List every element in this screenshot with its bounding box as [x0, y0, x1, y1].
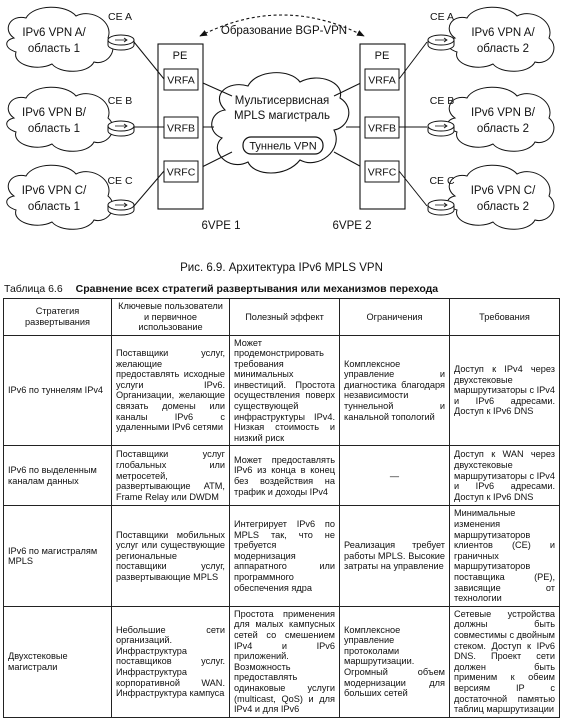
- right-cloud-b-line2: область 2: [476, 123, 530, 135]
- table-cell: Может предоставлять IPv6 из конца в конец без воздействия на трафик и доходы IPv4: [230, 446, 340, 506]
- right-cloud-c-line2: область 2: [476, 201, 530, 213]
- backbone-label-2: MPLS магистраль: [234, 110, 330, 122]
- tunnel-label: Туннель VPN: [249, 140, 317, 153]
- left-cloud-a-line1: IPv6 VPN A/: [22, 27, 86, 39]
- table-cell: IPv6 по туннелям IPv4: [4, 335, 112, 446]
- left-cloud-a: [7, 7, 113, 71]
- header-requirements: Требования: [450, 299, 560, 336]
- vrfb-left-label: VRFB: [166, 122, 196, 135]
- table-cell: —: [340, 446, 450, 506]
- pe-right-label: PE: [374, 50, 390, 62]
- table-cell: Поставщики услуг глобальных или метросетей, развертывающие ATM, Frame Relay или DWDM: [112, 446, 230, 506]
- left-cloud-c-line2: область 1: [27, 201, 81, 213]
- vrfa-left-label: VRFA: [167, 74, 195, 87]
- right-cloud-a-line2: область 2: [476, 43, 530, 55]
- right-cloud-c-line1: IPv6 VPN C/: [470, 185, 536, 197]
- header-strategy: Стратегия развертывания: [4, 299, 112, 336]
- left-ce-b-label: CE B: [107, 95, 133, 107]
- table-row: [4, 335, 560, 446]
- table-cell: Комплексное управление и диагностика благодаря независимости туннельной и канальной топологий: [340, 335, 450, 446]
- mpls-backbone-cloud: [212, 73, 349, 173]
- table-cell: Комплексное управление протоколами маршрутизации. Огромный объем модернизации для больших сетей: [340, 606, 450, 717]
- right-sites: [448, 7, 554, 229]
- table-title: [4, 283, 438, 295]
- table-cell: Небольшие сети организаций. Инфраструктура поставщиков услуг. Инфраструктура корпоративной WAN. Инфраструктура кампуса: [112, 606, 230, 717]
- table-cell: Двухстековые магистрали: [4, 606, 112, 717]
- pe-left-label: PE: [172, 50, 188, 62]
- left-cloud-a-line2: область 1: [27, 43, 81, 55]
- left-cloud-b-line1: IPv6 VPN B/: [22, 107, 86, 119]
- ipv6-mpls-vpn-diagram: [0, 0, 563, 258]
- table-cell: Интегрирует IPv6 по MPLS так, что не требуется модернизация аппаратного или программного обеспечения ядра: [230, 506, 340, 606]
- vrfb-right-label: VRFB: [367, 122, 397, 135]
- vrfa-right-label: VRFA: [368, 74, 396, 87]
- table-cell: Реализация требует работы MPLS. Высокие затраты на управление: [340, 506, 450, 606]
- right-cloud-b: [448, 87, 554, 151]
- backbone-label-1: Мультисервисная: [234, 95, 330, 107]
- router-icon: [108, 35, 134, 50]
- right-cloud-c: [448, 165, 554, 229]
- table-cell: Простота применения для малых кампусных сетей со смешением IPv4 и IPv6 приложений. Возможность предоставлять одинаковые услуги (multicast, QoS) и для IPv4 и для IPv6: [230, 606, 340, 717]
- table-cell: Доступ к WAN через двухстековые маршрутизаторы с IPv4 и IPv6 адресами. Доступ к IPv6 DNS: [450, 446, 560, 506]
- router-icon: [108, 121, 134, 136]
- router-icon: [108, 200, 134, 215]
- header-limitations: Ограничения: [340, 299, 450, 336]
- header-benefit: Полезный эффект: [230, 299, 340, 336]
- table-cell: Поставщики мобильных услуг или существующие региональные поставщики услуг, развертывающие MPLS: [112, 506, 230, 606]
- table-cell: Сетевые устройства должны быть совместимы с двойным стеком. Доступ к IPv6 DNS. Проект сети должен быть применим к обеим версиям IP с достаточной памятью таблиц маршрутизации: [450, 606, 560, 717]
- router-icon: [428, 200, 454, 215]
- table-title-text: Сравнение всех стратегий развертывания или механизмов перехода: [75, 283, 439, 295]
- table-cell: IPv6 по магистралям MPLS: [4, 506, 112, 606]
- right-ce-c-label: CE C: [429, 175, 455, 187]
- router-icon: [428, 121, 454, 136]
- bgp-vpn-label: Образование BGP-VPN: [220, 25, 348, 37]
- table-row: [4, 506, 560, 606]
- table-row: [4, 446, 560, 506]
- vpe-right-label: 6VPE 2: [332, 220, 372, 232]
- left-cloud-c: [7, 165, 113, 229]
- right-cloud-a: [448, 7, 554, 71]
- vrfc-right-label: VRFC: [367, 166, 397, 179]
- table-header-row: [4, 299, 560, 336]
- figure-caption: Рис. 6.9. Архитектура IPv6 MPLS VPN: [180, 262, 383, 274]
- comparison-table: [3, 298, 560, 718]
- vpe-left-label: 6VPE 1: [201, 220, 241, 232]
- table-cell: IPv6 по выделенным каналам данных: [4, 446, 112, 506]
- right-ce-b-label: CE B: [429, 95, 455, 107]
- vrfc-left-label: VRFC: [166, 166, 196, 179]
- header-users: Ключевые пользователи и первичное использование: [112, 299, 230, 336]
- table-number: Таблица 6.6: [4, 283, 63, 295]
- right-cloud-a-line1: IPv6 VPN A/: [471, 27, 535, 39]
- left-cloud-c-line1: IPv6 VPN C/: [21, 185, 87, 197]
- right-cloud-b-line1: IPv6 VPN B/: [471, 107, 535, 119]
- table-cell: Минимальные изменения маршрутизаторов клиентов (CE) и граничных маршрутизаторов поставщика (PE), зависящие от технологии: [450, 506, 560, 606]
- left-ce-a-label: CE A: [108, 11, 132, 23]
- left-cloud-b-line2: область 1: [27, 123, 81, 135]
- table-cell: Доступ к IPv4 через двухстековые маршрутизаторы с IPv4 и IPv6 адресами. Доступ к IPv6 DNS: [450, 335, 560, 446]
- left-ce-c-label: CE C: [107, 175, 133, 187]
- table-cell: Поставщики услуг, желающие предоставлять исходные услуги IPv6. Организации, желающие связать домены или каналы IPv6 с удаленными IPv6 сетями: [112, 335, 230, 446]
- table-cell: Может продемонстрировать требования минимальных инвестиций. Простота осуществления поверх существующей инфраструктуры IPv4. Низкая стоимость и низкий риск: [230, 335, 340, 446]
- router-icon: [428, 35, 454, 50]
- left-cloud-b: [7, 87, 113, 151]
- right-ce-a-label: CE A: [430, 11, 454, 23]
- left-sites: [7, 7, 113, 229]
- table-row: [4, 606, 560, 717]
